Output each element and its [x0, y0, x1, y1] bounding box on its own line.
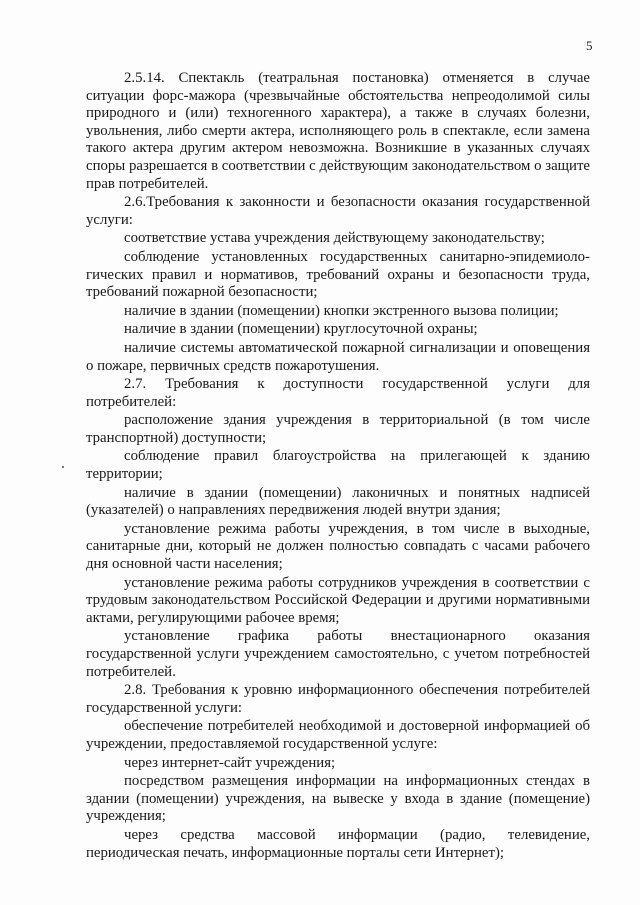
requirement-item: обеспечение потребителей необходимой и достоверной информацией об учреждении, предоставляемой государственной услуге: [86, 718, 590, 752]
clause-2-6-heading: 2.6.Требования к законности и безопасности оказания государственной услуги: [86, 194, 590, 228]
requirement-item: соответствие устава учреждения действующему законодательству; [124, 230, 545, 247]
clause-2-7-heading: 2.7. Требования к доступности государственной услуги для потребителей: [86, 376, 590, 410]
requirement-item: наличие системы автоматической пожарной сигнализации и оповещения о пожаре, первичных средств пожаротушения. [86, 339, 590, 374]
requirement-item: соблюдение установленных государственных санитарно-эпидемиоло-гических правил и нормативов, требований охраны и безопасности труда, требований пожарной безопасности; [86, 248, 590, 301]
clause-2-5-14: 2.5.14. Спектакль (театральная постановка) отменяется в случае ситуации форс-мажора (чрезвычайные обстоятельства непреодолимой силы природного и (или) техногенного характера), а также в случаях болезни, увольнения, либо смерти актера, исполняющего роль в спектакле, если замена такого актера другим актером невозможна. Возникшие в указанных случаях споры разрешается в соответствии с действующим законодательством о защите прав потребителей. [86, 70, 590, 192]
requirement-item: наличие в здании (помещении) круглосуточной охраны; [124, 321, 478, 338]
scan-speck [62, 466, 64, 468]
clause-2-8-heading: 2.8. Требования к уровню информационного обеспечения потребителей государственной услуги: [86, 682, 590, 716]
requirement-item: установление графика работы внестационарного оказания государственной услуги учреждением самостоятельно, с учетом потребностей потребителей. [86, 628, 590, 680]
requirement-item: посредством размещения информации на информационных стендах в здании (помещении) учреждения, на вывеске у входа в здание (помещение) учреждения; [86, 773, 590, 825]
requirement-item: установление режима работы сотрудников учреждения в соответствии с трудовым законодательством Российской Федерации и другими нормативными актами, регулирующими рабочее время; [86, 574, 590, 626]
requirement-item: соблюдение правил благоустройства на прилегающей к зданию территории; [86, 448, 590, 483]
document-body [86, 70, 590, 862]
requirement-item: через средства массовой информации (радио, телевидение, периодическая печать, информационные порталы сети Интернет); [86, 826, 590, 861]
page-number: 5 [586, 38, 593, 53]
requirement-item: через интернет-сайт учреждения; [124, 754, 336, 771]
requirement-item: установление режима работы учреждения, в том числе в выходные, санитарные дни, который не должен полностью совпадать с часами рабочего дня основной части населения; [86, 520, 590, 573]
requirement-item: наличие в здании (помещении) лаконичных и понятных надписей (указателей) о направлениях передвижения людей внутри здания; [86, 484, 590, 519]
requirement-item: наличие в здании (помещении) кнопки экстренного вызова полиции; [124, 302, 559, 319]
requirement-item: расположение здания учреждения в территориальной (в том числе транспортной) доступности; [86, 412, 590, 446]
